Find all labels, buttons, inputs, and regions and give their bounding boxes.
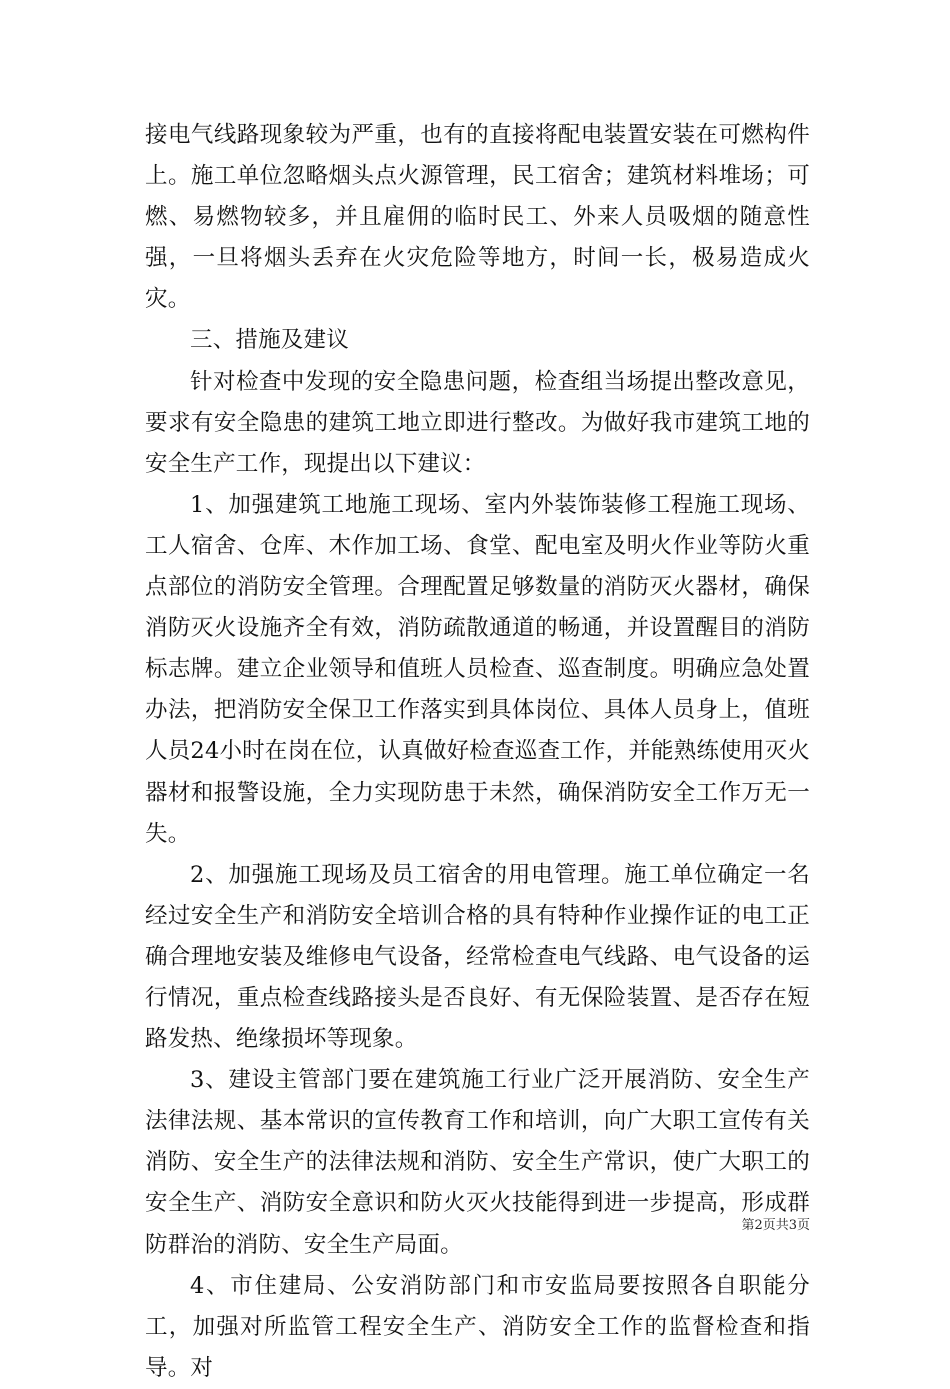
paragraph-item-3: 3、建设主管部门要在建筑施工行业广泛开展消防、安全生产法律法规、基本常识的宣传教育工作和培训，向广大职工宣传有关消防、安全生产的法律法规和消防、安全生产常识，使广大职工的安全生产、消防安全意识和防火灭火技能得到进一步提高，形成群防群治的消防、安全生产局面。 (145, 1067, 810, 1258)
document-body (145, 115, 810, 1389)
page-number: 第2页共3页 (741, 1218, 810, 1233)
paragraph-item-1: 1、加强建筑工地施工现场、室内外装饰装修工程施工现场、工人宿舍、仓库、木作加工场、食堂、配电室及明火作业等防火重点部位的消防安全管理。合理配置足够数量的消防灭火器材，确保消防灭火设施齐全有效，消防疏散通道的畅通，并设置醒目的消防标志牌。建立企业领导和值班人员检查、巡查制度。明确应急处置办法，把消防安全保卫工作落实到具体岗位、具体人员身上，值班人员24小时在岗在位，认真做好检查巡查工作，并能熟练使用灭火器材和报警设施，全力实现防患于未然，确保消防安全工作万无一失。 (145, 491, 810, 847)
paragraph-item-4: 4、市住建局、公安消防部门和市安监局要按照各自职能分工，加强对所监管工程安全生产、消防安全工作的监督检查和指导。对 (145, 1272, 810, 1381)
paragraph-item-2: 2、加强施工现场及员工宿舍的用电管理。施工单位确定一名经过安全生产和消防安全培训合格的具有特种作业操作证的电工正确合理地安装及维修电气设备，经常检查电气线路、电气设备的运行情况，重点检查线路接头是否良好、有无保险装置、是否存在短路发热、绝缘损坏等现象。 (145, 861, 810, 1053)
paragraph-intro: 针对检查中发现的安全隐患问题，检查组当场提出整改意见，要求有安全隐患的建筑工地立即进行整改。为做好我市建筑工地的安全生产工作，现提出以下建议： (145, 368, 810, 477)
paragraph-continuation: 接电气线路现象较为严重，也有的直接将配电装置安装在可燃构件上。施工单位忽略烟头点火源管理，民工宿舍；建筑材料堆场；可燃、易燃物较多，并且雇佣的临时民工、外来人员吸烟的随意性强，一旦将烟头丢弃在火灾危险等地方，时间一长，极易造成火灾。 (145, 122, 810, 313)
section-heading: 三、措施及建议 (190, 327, 349, 354)
